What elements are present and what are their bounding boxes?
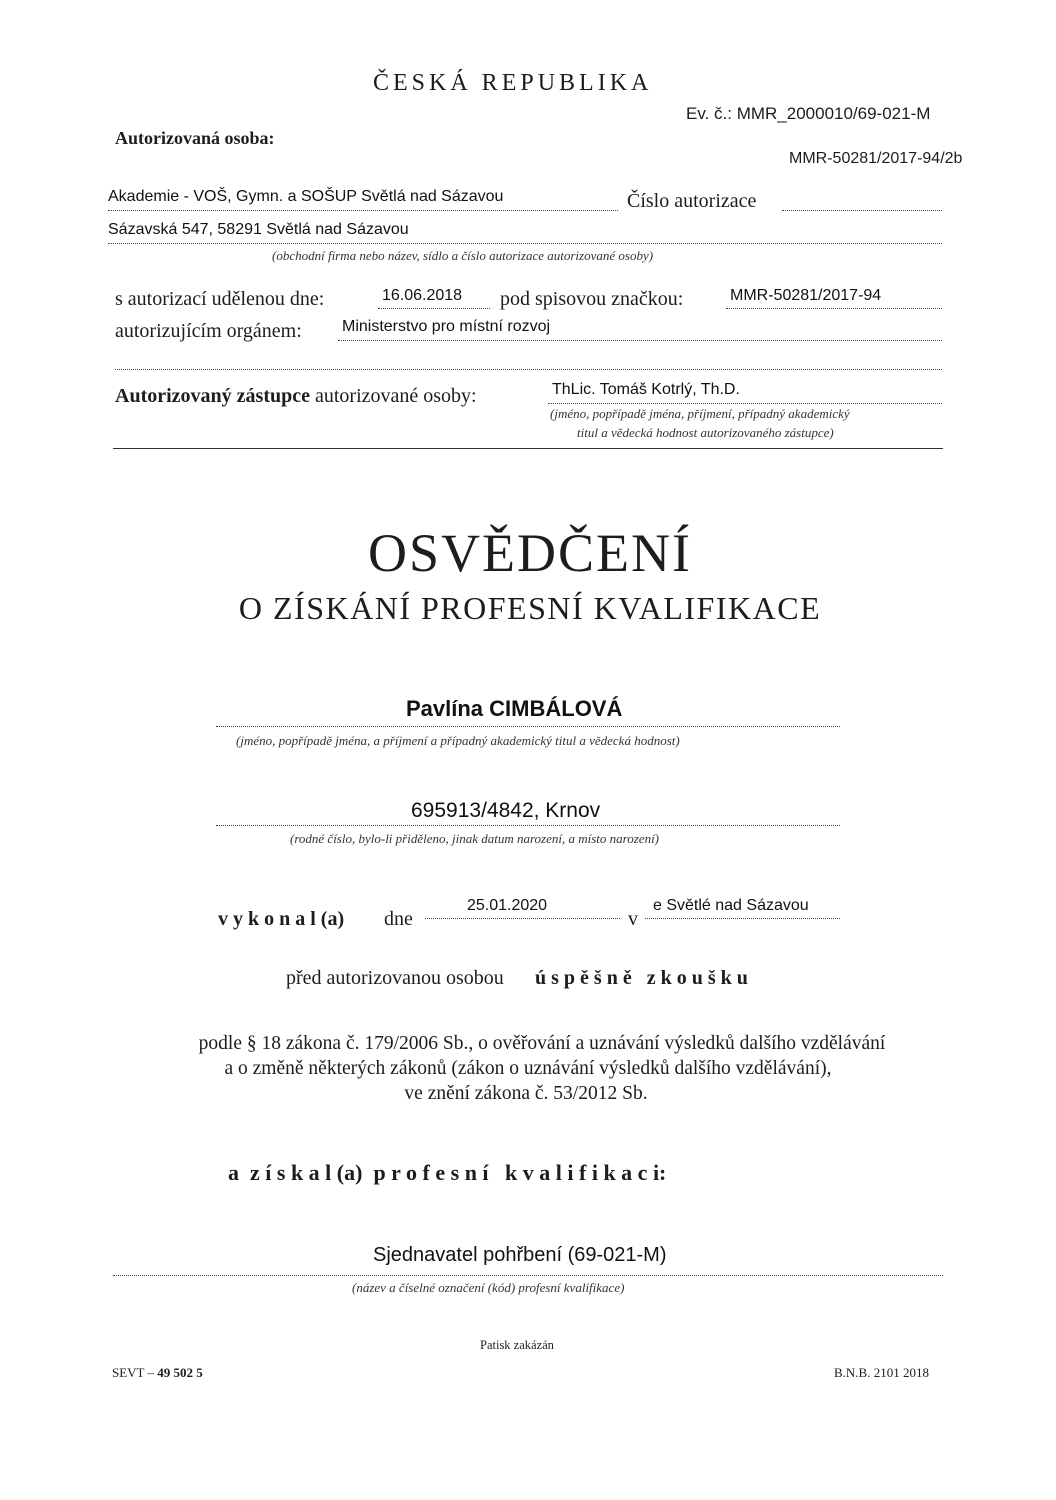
qualification-name: Sjednavatel pohřbení (69-021-M) — [373, 1244, 667, 1266]
exam-place: e Světlé nad Sázavou — [653, 897, 809, 914]
file-number: MMR-50281/2017-94 — [730, 287, 882, 304]
qualification-caption: (název a číselné označení (kód) profesní kvalifikace) — [352, 1280, 625, 1295]
file-number-dotted-line — [726, 308, 942, 309]
performed-label: v y k o n a l (a) — [218, 908, 345, 930]
holder-name-dotted-line — [216, 726, 840, 727]
authorization-number-dotted-line — [782, 210, 942, 211]
qualification-dotted-line — [113, 1275, 943, 1276]
section-divider — [113, 448, 943, 449]
ev-number: Ev. č.: MMR_2000010/69-021-M — [686, 104, 931, 123]
granted-date: 16.06.2018 — [382, 287, 463, 304]
law-line-2: a o změně některých zákonů (zákon o uznávání výsledků dalšího vzdělávání), — [224, 1058, 832, 1079]
bnb-code: B.N.B. 2101 2018 — [834, 1365, 929, 1380]
representative-name: ThLic. Tomáš Kotrlý, Th.D. — [552, 381, 740, 398]
exam-place-label: v — [628, 908, 638, 930]
granted-date-dotted-line — [378, 308, 490, 309]
reference-number: MMR-50281/2017-94/2b — [789, 150, 963, 167]
exam-date-dotted-line — [425, 918, 620, 919]
address-dotted-line — [108, 243, 942, 244]
authorized-person-name: Akademie - VOŠ, Gymn. a SOŠUP Světlá nad Sázavou — [108, 188, 504, 205]
holder-birth-caption: (rodné číslo, bylo-li přiděleno, jinak datum narození, a místo narození) — [290, 831, 660, 846]
authorization-number-label: Číslo autorizace — [627, 190, 757, 212]
holder-birth: 695913/4842, Krnov — [411, 799, 601, 822]
before-authorized-person: před autorizovanou osobou — [286, 967, 504, 989]
law-line-1: podle § 18 zákona č. 179/2006 Sb., o ověřování a uznávání výsledků dalšího vzdělávání — [198, 1033, 886, 1054]
sevt-number: 49 502 5 — [157, 1365, 203, 1380]
authority-label: autorizujícím orgánem: — [115, 320, 302, 342]
representative-label-bold: Autorizovaný zástupce — [115, 385, 310, 407]
certificate-subtitle: O ZÍSKÁNÍ PROFESNÍ KVALIFIKACE — [238, 590, 822, 626]
representative-dotted-line — [548, 403, 942, 404]
law-line-3: ve znění zákona č. 53/2012 Sb. — [404, 1083, 648, 1104]
country-heading: ČESKÁ REPUBLIKA — [373, 70, 653, 96]
representative-caption-line2: titul a vědecká hodnost autorizovaného zástupce) — [577, 425, 834, 440]
holder-name-caption: (jméno, popřípadě jména, a příjmení a případný akademický titul a vědecká hodnost) — [236, 733, 680, 748]
sevt-code — [112, 1365, 203, 1381]
authorized-person-label: Autorizovaná osoba: — [115, 128, 275, 148]
exam-place-dotted-line — [645, 918, 840, 919]
representative-label — [115, 385, 477, 408]
certificate-title: OSVĚDČENÍ — [368, 523, 692, 583]
holder-name: Pavlína CIMBÁLOVÁ — [406, 696, 623, 721]
no-reprint-notice: Patisk zakázán — [480, 1338, 554, 1352]
exam-date: 25.01.2020 — [467, 897, 548, 914]
extra-dotted-line — [115, 369, 942, 370]
exam-date-label: dne — [384, 908, 413, 930]
granted-label: s autorizací udělenou dne: — [115, 288, 325, 310]
file-label: pod spisovou značkou: — [500, 288, 684, 310]
authorized-person-address: Sázavská 547, 58291 Světlá nad Sázavou — [108, 221, 409, 238]
holder-birth-dotted-line — [216, 825, 840, 826]
representative-caption-line1: (jméno, popřípadě jména, příjmení, případný akademický — [550, 406, 850, 421]
name-dotted-line — [108, 210, 618, 211]
sevt-prefix: SEVT – — [112, 1365, 155, 1380]
authority-name: Ministerstvo pro místní rozvoj — [342, 318, 551, 335]
representative-label-rest: autorizované osoby: — [314, 385, 477, 407]
qualification-heading: a z í s k a l (a) p r o f e s n í k v a l i f i k a c i: — [228, 1160, 667, 1185]
authority-dotted-line — [338, 340, 942, 341]
successful-exam: ú s p ě š n ě z k o u š k u — [535, 967, 748, 989]
authorized-person-caption: (obchodní firma nebo název, sídlo a číslo autorizace autorizované osoby) — [272, 248, 654, 263]
